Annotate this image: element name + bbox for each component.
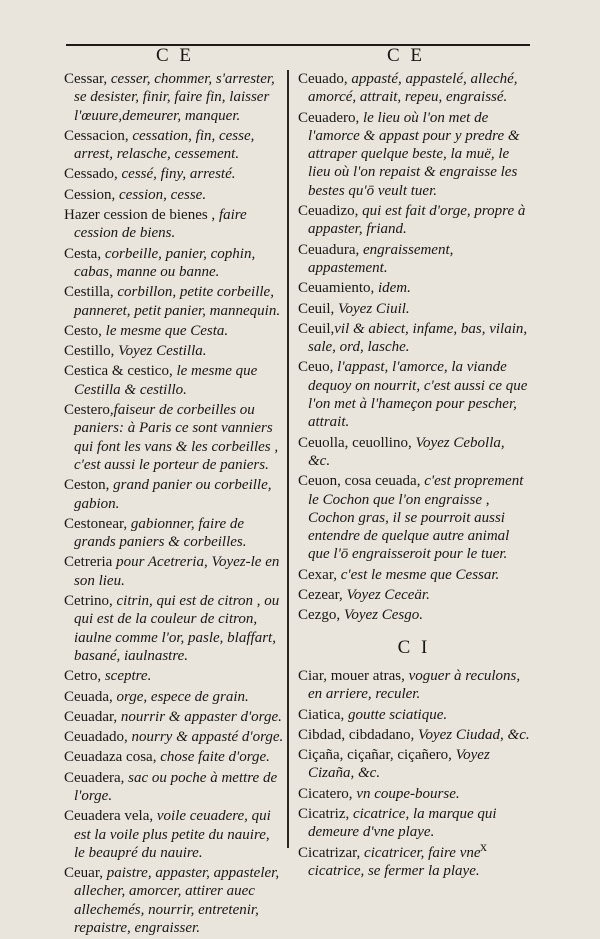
- dictionary-entry: [298, 320, 530, 357]
- entry-definition: sceptre.: [101, 668, 152, 685]
- entry-headword: Ciar, mouer atras,: [298, 667, 405, 684]
- entry-headword: Ceuadero,: [298, 109, 360, 126]
- dictionary-entry: [64, 515, 284, 552]
- entry-headword: Cicatriz,: [298, 805, 350, 822]
- dictionary-entry: [64, 688, 284, 706]
- entry-headword: Cessado,: [64, 166, 118, 183]
- entry-definition: vn coupe-bourse.: [352, 785, 460, 802]
- entry-headword: Ciçaña, ciçañar, ciçañero,: [298, 747, 452, 764]
- column-divider: [287, 70, 289, 848]
- entry-headword: Cesto,: [64, 322, 102, 339]
- entry-definition: gabionner, faire de grands paniers & corbeilles.: [74, 515, 247, 551]
- entry-headword: Cessar,: [64, 71, 108, 87]
- dictionary-entry: [64, 748, 284, 766]
- dictionary-entry: [298, 805, 530, 842]
- entry-headword: Ceuo,: [298, 359, 334, 376]
- running-head-right: C E: [387, 45, 426, 66]
- right-column: [298, 70, 530, 882]
- entry-headword: Ceuil,: [298, 320, 335, 337]
- entry-headword: Ceuada,: [64, 688, 113, 705]
- dictionary-entry: [298, 844, 530, 881]
- dictionary-entry: [298, 241, 530, 278]
- dictionary-entry: [298, 358, 530, 431]
- entry-headword: Cessacion,: [64, 127, 129, 144]
- dictionary-entry: [298, 109, 530, 200]
- entry-headword: Cicatero,: [298, 785, 353, 802]
- entry-definition: corbillon, petite corbeille, panneret, petit panier, mannequin.: [74, 284, 281, 319]
- signature-mark: x: [480, 840, 487, 855]
- entry-definition: citrin, qui est de citron , ou qui est de la couleur de citron, iaulne comme l'or, pasle, blaffart, basané, iaulnastre.: [74, 593, 280, 664]
- section-heading: C I: [397, 636, 431, 658]
- entry-headword: Cestillo,: [64, 343, 115, 360]
- entry-definition: cicatrice, la marque qui demeure d'vne playe.: [308, 805, 497, 841]
- entry-definition: paistre, appaster, appasteler, allecher, amorcer, attirer auec allechemés, nourrir, entretenir, repaistre, engraisser.: [74, 865, 280, 937]
- dictionary-entry: [64, 362, 284, 399]
- entry-definition: chose faite d'orge.: [156, 749, 270, 766]
- entry-definition: sac ou poche à mettre de l'orge.: [74, 769, 278, 804]
- dictionary-entry: [298, 667, 530, 704]
- dictionary-entry: [298, 300, 530, 318]
- dictionary-entry: [64, 245, 284, 282]
- entry-headword: Ceuadar,: [64, 708, 118, 725]
- dictionary-entry: [64, 592, 284, 665]
- entry-definition: corbeille, panier, cophin, cabas, manne ou banne.: [74, 245, 256, 280]
- entry-headword: Ceuon, cosa ceuada,: [298, 473, 421, 490]
- entry-definition: Voyez Ceceär.: [342, 587, 430, 604]
- entry-definition: cessé, finy, arresté.: [117, 166, 236, 183]
- entry-headword: Hazer cession de bienes ,: [64, 207, 216, 224]
- dictionary-entry: [298, 279, 530, 297]
- entry-definition: goutte sciatique.: [344, 706, 448, 723]
- entry-definition: Voyez Cizaña, &c.: [308, 747, 490, 782]
- dictionary-entry: [64, 127, 284, 164]
- entry-headword: Cesta,: [64, 245, 102, 262]
- entry-definition: le lieu où l'on met de l'amorce & appast pour y predre & attraper quelque beste, la muë, le lieu où l'on repaist & engraisse les bestes qu'ō veult tuer.: [308, 109, 520, 199]
- dictionary-entry: [298, 706, 530, 724]
- entry-definition: le mesme que Cesta.: [101, 322, 229, 339]
- entry-definition: faiseur de corbeilles ou paniers: à Paris ce sont vanniers qui font les vans & les corbeilles , c'est aussi le porteur de paniers.: [74, 402, 279, 473]
- entry-definition: engraissement, appastement.: [308, 241, 454, 276]
- entry-definition: Voyez Ciudad, &c.: [414, 726, 530, 743]
- entry-headword: Ceston,: [64, 477, 110, 494]
- entry-headword: Cestonear,: [64, 515, 128, 532]
- dictionary-entry: [298, 726, 530, 744]
- dictionary-entry: [64, 728, 284, 746]
- dictionary-entry: [64, 807, 284, 862]
- entry-definition: grand panier ou corbeille, gabion.: [74, 477, 272, 512]
- dictionary-entry: [298, 70, 530, 107]
- right-column-ci-entries: [298, 667, 530, 880]
- entry-definition: voile ceuadere, qui est la voile plus petite du nauire, le beaupré du nauire.: [74, 808, 271, 861]
- entry-definition: orge, espece de grain.: [112, 688, 249, 705]
- entry-definition: Voyez Cesgo.: [340, 607, 423, 624]
- entry-headword: Cestilla,: [64, 284, 114, 301]
- dictionary-entry: [64, 401, 284, 474]
- entry-definition: c'est le mesme que Cessar.: [336, 566, 500, 583]
- dictionary-entry: [298, 785, 530, 803]
- entry-headword: Cezgo,: [298, 607, 341, 624]
- dictionary-entry: [64, 322, 284, 340]
- entry-headword: Ceuadado,: [64, 729, 128, 746]
- entry-headword: Cibdad, cibdadano,: [298, 726, 415, 743]
- dictionary-entry: [64, 70, 284, 125]
- entry-headword: Cexar,: [298, 566, 337, 583]
- dictionary-entry: [64, 476, 284, 513]
- entry-definition: vil & abiect, infame, bas, vilain, sale, ord, lasche.: [308, 320, 528, 356]
- entry-definition: faire cession de biens.: [74, 207, 247, 242]
- entry-headword: Cestica & cestico,: [64, 363, 173, 380]
- entry-headword: Ciatica,: [298, 706, 345, 723]
- entry-headword: Ceuar,: [64, 865, 103, 882]
- dictionary-entry: [64, 342, 284, 360]
- entry-definition: l'appast, l'amorce, la viande dequoy on nourrit, c'est aussi ce que l'on met à l'hameçon pour pescher, attrait.: [308, 359, 528, 431]
- entry-headword: Ceuado,: [298, 71, 348, 87]
- running-head-left: C E: [156, 45, 195, 66]
- entry-definition: qui est fait d'orge, propre à appaster, friand.: [308, 203, 526, 238]
- dictionary-entry: [298, 746, 530, 783]
- entry-definition: idem.: [374, 280, 411, 297]
- dictionary-entry: [64, 708, 284, 726]
- entry-definition: cicatricer, faire vne cicatrice, se fermer la playe.: [308, 844, 481, 879]
- entry-definition: cession, cesse.: [115, 186, 207, 203]
- entry-headword: Cicatrizar,: [298, 844, 361, 861]
- entry-headword: Cession,: [64, 186, 116, 203]
- dictionary-entry: [64, 165, 284, 183]
- entry-headword: Ceuadera,: [64, 769, 125, 786]
- dictionary-entry: [64, 864, 284, 937]
- left-column: [64, 70, 284, 939]
- entry-definition: le mesme que Cestilla & cestillo.: [74, 363, 258, 398]
- entry-definition: appasté, appastelé, alleché, amorcé, attrait, repeu, engraissé.: [308, 71, 518, 106]
- entry-headword: Ceuadaza cosa,: [64, 749, 157, 766]
- dictionary-entry: [298, 566, 530, 584]
- entry-definition: voguer à reculons, en arriere, reculer.: [308, 667, 521, 703]
- entry-headword: Ceuadera vela,: [64, 808, 154, 825]
- dictionary-entry: [298, 202, 530, 239]
- dictionary-entry: [64, 283, 284, 320]
- header-rule: [66, 44, 530, 46]
- entry-definition: pour Acetreria, Voyez-le en son lieu.: [74, 554, 280, 589]
- entry-definition: Voyez Ciuil.: [334, 300, 410, 317]
- entry-definition: cessation, fin, cesse, arrest, relasche, cessement.: [74, 127, 255, 163]
- right-column-ce-entries: [298, 70, 530, 625]
- entry-definition: Voyez Cestilla.: [114, 343, 207, 360]
- entry-definition: nourry & appasté d'orge.: [127, 729, 284, 746]
- dictionary-entry: [64, 206, 284, 243]
- dictionary-entry: [64, 769, 284, 806]
- entry-headword: Ceuamiento,: [298, 280, 375, 297]
- entry-definition: cesser, chommer, s'arrester, se desister, finir, faire fin, laisser l'œuure,demeurer, manquer.: [74, 71, 275, 124]
- entry-headword: Ceuadizo,: [298, 203, 359, 220]
- dictionary-entry: [298, 586, 530, 604]
- dictionary-entry: [298, 434, 530, 471]
- dictionary-entry: [298, 472, 530, 563]
- entry-headword: Ceuolla, ceuollino,: [298, 434, 412, 451]
- entry-headword: Cetreria: [64, 554, 113, 571]
- entry-headword: Cezear,: [298, 587, 343, 604]
- dictionary-entry: [64, 186, 284, 204]
- entry-headword: Cetro,: [64, 668, 102, 685]
- dictionary-entry: [64, 553, 284, 590]
- entry-headword: Cestero,: [64, 402, 114, 419]
- entry-definition: nourrir & appaster d'orge.: [117, 708, 282, 725]
- entry-headword: Cetrino,: [64, 593, 113, 610]
- entry-headword: Ceuil,: [298, 300, 335, 317]
- entry-definition: Voyez Cebolla, &c.: [308, 434, 505, 469]
- dictionary-entry: [298, 606, 530, 624]
- entry-definition: c'est proprement le Cochon que l'on engraisse , Cochon gras, il se pourroit aussi entendre de quelque autre animal que l'ō engraisseroit pour le tuer.: [308, 473, 524, 563]
- entry-headword: Ceuadura,: [298, 241, 360, 258]
- dictionary-entry: [64, 667, 284, 685]
